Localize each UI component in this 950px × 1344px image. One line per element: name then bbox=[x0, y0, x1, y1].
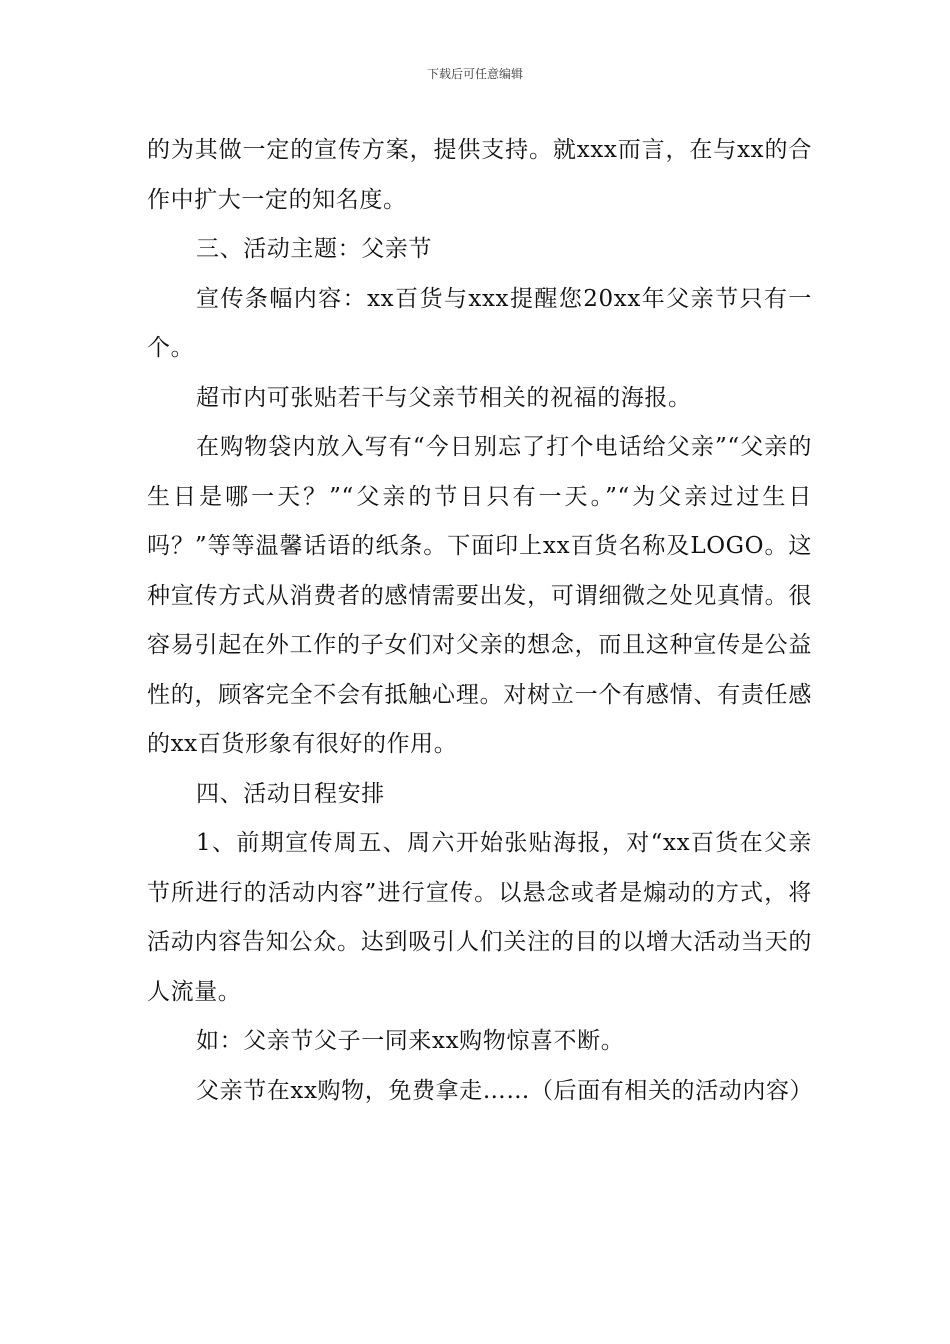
paragraph-pre-promotion: 1、前期宣传周五、周六开始张贴海报，对“xx百货在父亲节所进行的活动内容”进行宣传。以悬念或者是煽动的方式，将活动内容告知公众。达到吸引人们关注的目的以增大活动当天的人流量。 bbox=[147, 830, 812, 1005]
paragraph-shopping-bag: 在购物袋内放入写有“今日别忘了打个电话给父亲”“父亲的生日是哪一天？”“父亲的节日只有一天。”“为父亲过过生日吗？”等等温馨话语的纸条。下面印上xx百货名称及LOGO。这种宣传方式从消费者的感情需要出发，可谓细微之处见真情。很容易引起在外工作的子女们对父亲的想念，而且这种宣传是公益性的，顾客完全不会有抵触心理。对树立一个有感情、有责任感的xx百货形象有很好的作用。 bbox=[147, 434, 812, 757]
section-heading-theme: 三、活动主题：父亲节 bbox=[196, 236, 432, 262]
paragraph-continuation: 的为其做一定的宣传方案，提供支持。就xxx而言，在与xx的合作中扩大一定的知名度。 bbox=[147, 137, 812, 213]
paragraph-banner-content: 宣传条幅内容：xx百货与xxx提醒您20xx年父亲节只有一个。 bbox=[147, 285, 812, 361]
page-header-note: 下载后可任意编辑 bbox=[426, 67, 523, 81]
paragraph-posters: 超市内可张贴若干与父亲节相关的祝福的海报。 bbox=[196, 384, 692, 411]
paragraph-free-items: 父亲节在xx购物，免费拿走……（后面有相关的活动内容） bbox=[196, 1077, 814, 1104]
document-body bbox=[147, 126, 812, 1116]
paragraph-example-slogan: 如：父亲节父子一同来xx购物惊喜不断。 bbox=[196, 1028, 625, 1054]
section-heading-schedule: 四、活动日程安排 bbox=[196, 780, 385, 807]
